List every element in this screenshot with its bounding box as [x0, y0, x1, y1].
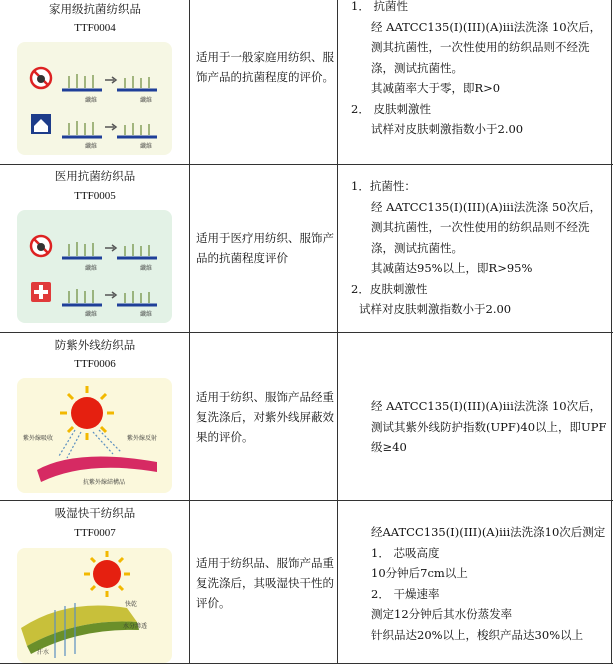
req-line: 其减菌率大于零，即R>0 — [371, 81, 501, 95]
fiber-label: 纖維 — [140, 97, 153, 104]
req-line: 测定12分钟后其水份蒸发率 — [371, 607, 513, 621]
product-name: 防紫外线纺织品 — [54, 338, 136, 352]
req-line: 2． 皮肤刺激性 — [351, 101, 431, 116]
row-divider — [0, 164, 613, 165]
fiber-label: 纖維 — [85, 97, 98, 104]
antibacterial-diagram — [17, 42, 172, 155]
test-requirements — [345, 396, 609, 458]
req-line: 1． 芯吸高度 — [371, 545, 440, 560]
test-requirements — [345, 176, 609, 320]
fiber-label: 纖維 — [85, 265, 98, 272]
moisture-wicking-illustration — [17, 548, 172, 663]
test-requirements — [345, 522, 609, 645]
row-divider — [0, 500, 613, 501]
product-description: 适用于纺织品、服饰产品重复洗涤后，其吸湿快干性的评价。 — [196, 556, 334, 610]
uv-label: 紫外線吸收 — [23, 435, 54, 442]
fiber-label: 纖維 — [85, 143, 98, 150]
req-line: 经 AATCC135(I)(III)(A)iii法洗涤 10次后，测其抗菌性，一次性使用的纺织品则不经洗涤，测试抗菌性。 — [371, 19, 602, 75]
product-description: 适用于纺织、服饰产品经重复洗涤后，对紫外线屏蔽效果的评价。 — [196, 390, 334, 444]
req-line: 1．抗菌性： — [351, 179, 416, 193]
fiber-label: 纖維 — [85, 311, 98, 318]
product-code: TTF0004 — [74, 22, 116, 34]
wicking-label: 快乾 — [125, 601, 138, 608]
uv-label: 抗紫外線結構品 — [83, 479, 126, 486]
medical-antibacterial-diagram — [17, 210, 172, 323]
product-code: TTF0007 — [74, 527, 116, 539]
req-line: 经AATCC135(I)(III)(A)iii法洗涤10次后测定 — [371, 525, 606, 539]
req-line: 2． 干燥速率 — [371, 586, 440, 601]
product-name: 吸湿快干纺织品 — [54, 506, 136, 520]
fiber-label: 纖維 — [140, 311, 153, 318]
antibacterial-illustration — [17, 42, 172, 155]
wicking-label: 水分滲透 — [123, 623, 148, 630]
req-line: 针织品达20%以上，梭织产品达30%以上 — [371, 627, 584, 642]
uv-label: 紫外線反射 — [127, 435, 158, 442]
wicking-label: 汗水 — [37, 649, 50, 656]
product-name: 家用级抗菌纺织品 — [49, 2, 141, 16]
product-code: TTF0005 — [74, 190, 116, 202]
medical-antibacterial-illustration — [17, 210, 172, 323]
req-line: 试样对皮肤刺激指数小于2.00 — [371, 122, 524, 136]
moisture-wicking-diagram — [17, 548, 172, 663]
req-line: 经 AATCC135(I)(III)(A)iii法洗涤 10次后，测试其紫外线防护指数(UPF)40以上，即UPF级≥40 — [371, 399, 607, 454]
product-code: TTF0006 — [74, 358, 116, 370]
fiber-label: 纖維 — [140, 143, 153, 150]
fiber-label: 纖維 — [140, 265, 153, 272]
uv-protection-diagram — [17, 378, 172, 493]
product-description: 适用于医疗用纺织、服饰产品的抗菌程度评价 — [196, 231, 334, 265]
req-line: 经 AATCC135(I)(III)(A)iii法洗涤 50次后，测其抗菌性，一次性使用的纺织品则不经洗涤，测试抗菌性。 — [371, 199, 602, 255]
test-requirements — [345, 0, 609, 140]
req-line: 试样对皮肤刺激指数小于2.00 — [359, 302, 512, 316]
row-divider — [0, 332, 613, 333]
req-line: 其减菌达95%以上，即R>95% — [371, 261, 533, 275]
product-description: 适用于一般家庭用纺织、服饰产品的抗菌程度的评价。 — [196, 50, 334, 84]
sun-icon — [84, 551, 130, 597]
uv-protection-illustration — [17, 378, 172, 493]
product-name: 医用抗菌纺织品 — [54, 169, 136, 183]
sun-icon — [60, 386, 114, 440]
req-line: 10分钟后7cm以上 — [371, 566, 468, 580]
req-line: 1． 抗菌性 — [351, 0, 408, 13]
req-line: 2．皮肤刺激性 — [351, 281, 428, 296]
